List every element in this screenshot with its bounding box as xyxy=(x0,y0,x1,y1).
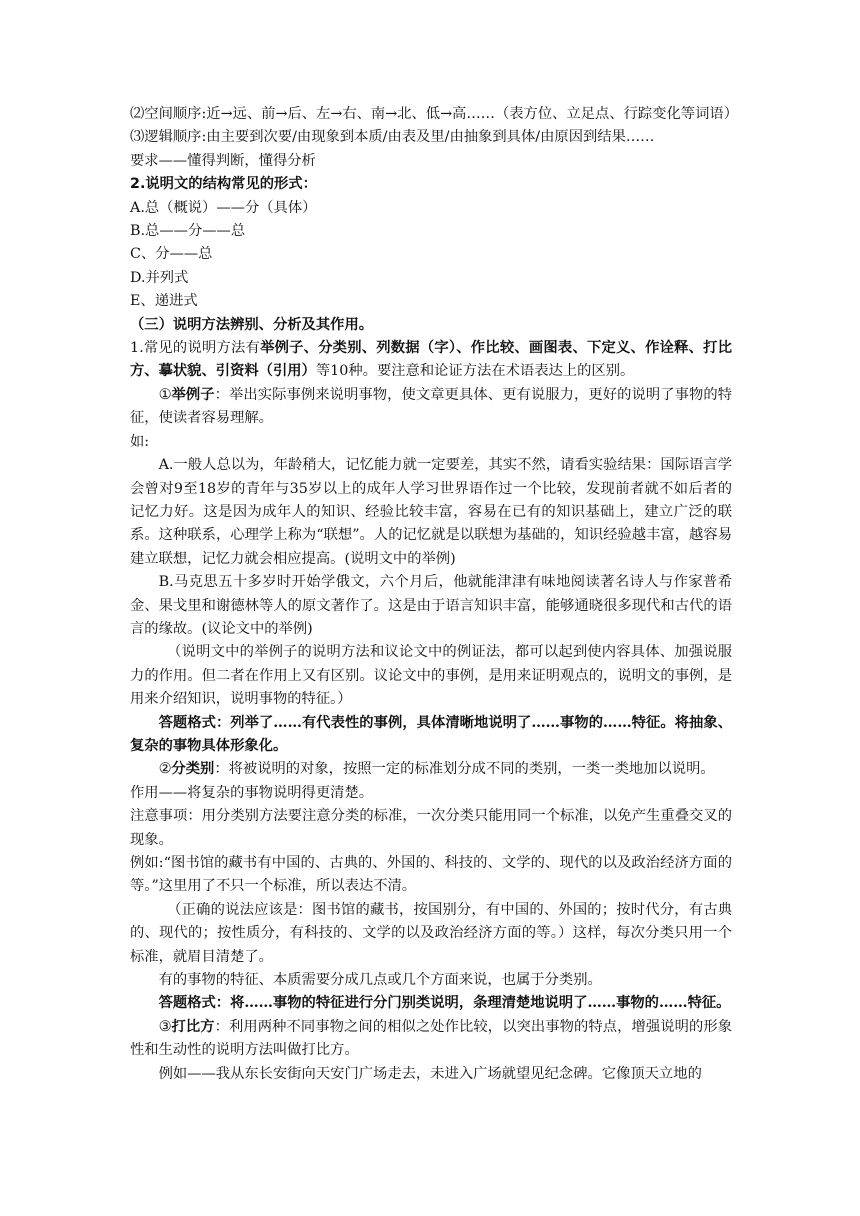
classification-correct-example: （正确的说法应该是：图书馆的藏书，按国别分，有中国的、外国的；按时代分，有古典的、现代的；按性质分，有科技的、文学的以及政治经济方面的等。）这样，每次分类只用一个标准，就眉目清楚了。 xyxy=(130,901,732,965)
method-term: 分类别 xyxy=(171,761,215,778)
item-number: ② xyxy=(158,761,172,778)
example-a-paragraph: A.一般人总以为，年龄稍大，记忆能力就一定要差，其实不然，请看实验结果：国际语言学会曾对9至18岁的青年与35岁以上的成年人学习世界语作过一个比较，发现前者就不如后者的记忆力好。这是因为成年人的知识、经验比较丰富，容易在已有的知识基础上，建立广泛的联系。这种联系，心理学上称为“联想”。人的记忆就是以联想为基础的，知识经验越丰富，越容易建立联想，记忆力就会相应提高。(说明文中的举例) xyxy=(130,457,732,567)
analogy-method-paragraph xyxy=(130,1016,732,1063)
example-method-paragraph xyxy=(130,384,732,431)
answer-format-classification: 答题格式：将……事物的特征进行分门别类说明，条理清楚地说明了……事物的……特征。 xyxy=(158,995,731,1012)
method-term: 打比方 xyxy=(171,1018,215,1035)
example-b-paragraph: B.马克思五十多岁时开始学俄文，六个月后，他就能津津有味地阅读著名诗人与作家普希金、果戈里和谢德林等人的原文著作了。这是由于语言知识丰富，能够通晓很多现代和古代的语言的缘故。(议论文中的举例) xyxy=(130,574,732,637)
analogy-example-paragraph: 例如——我从东长安街向天安门广场走去，未进入广场就望见纪念碑。它像顶天立地的 xyxy=(158,1065,702,1082)
method-description: ：将被说明的对象，按照一定的标准划分成不同的类别，一类一类地加以说明。 xyxy=(214,761,715,778)
classification-extra-note: 有的事物的特征、本质需要分成几点或几个方面来说，也属于分类别。 xyxy=(158,972,602,989)
structure-item-b: B.总——分——总 xyxy=(130,223,246,240)
structure-item-d: D.并列式 xyxy=(130,269,189,286)
comparison-note-paragraph: （说明文中的举例子的说明方法和议论文中的例证法，都可以起到使内容具体、加强说服力的作用。但二者在作用上又有区别。议论文中的事例，是用来证明观点的，说明文的事例，是用来介绍知识，说明事物的特征。） xyxy=(130,644,732,708)
method-description: ：利用两种不同事物之间的相似之处作比较，以突出事物的特点，增强说明的形象性和生动性的说明方法叫做打比方。 xyxy=(130,1018,733,1059)
method-term: 举例子 xyxy=(171,386,215,403)
classification-method-paragraph xyxy=(130,758,732,781)
spatial-order-line: ⑵空间顺序:近→远、前→后、左→右、南→北、低→高……（表方位、立足点、行踪变化等词语） xyxy=(130,106,738,122)
section-three-heading: （三）说明方法辨别、分析及其作用。 xyxy=(130,316,374,333)
example-label: 如: xyxy=(130,433,150,450)
method-description: ：举出实际事例来说明事物，使文章更具体、更有说服力，更好的说明了事物的特征，使读者容易理解。 xyxy=(130,386,733,427)
answer-format-example: 答题格式：列举了……有代表性的事例，具体清晰地说明了……事物的……特征。将抽象、复杂的事物具体形象化。 xyxy=(130,714,732,754)
structure-heading: 2.说明文的结构常见的形式： xyxy=(130,176,317,193)
requirement-line: 要求——懂得判断，懂得分析 xyxy=(130,152,316,169)
classification-bad-example: 例如:“图书馆的藏书有中国的、古典的、外国的、科技的、文学的、现代的以及政治经济方面的等。”这里用了不只一个标准，所以表达不清。 xyxy=(130,855,732,895)
logical-order-line: ⑶逻辑顺序:由主要到次要/由现象到本质/由表及里/由抽象到具体/由原因到结果…… xyxy=(130,129,655,146)
classification-notes: 注意事项：用分类别方法要注意分类的标准，一次分类只能用同一个标准，以免产生重叠交叉的现象。 xyxy=(130,808,732,848)
methods-intro-paragraph xyxy=(130,337,732,384)
structure-item-c: C、分——总 xyxy=(130,246,213,263)
methods-intro-tail: 等10种。要注意和论证方法在术语表达上的区别。 xyxy=(315,363,635,380)
methods-list: 举例子、分类别、列数据（字）、作比较、画图表、下定义、作诠释、打比方、摹状貌、引资料（引用） xyxy=(130,340,732,380)
structure-item-a: A.总（概说）——分（具体） xyxy=(130,199,317,216)
structure-item-e: E、递进式 xyxy=(130,293,198,310)
classification-function: 作用——将复杂的事物说明得更清楚。 xyxy=(130,784,374,801)
methods-intro-lead: 1.常见的说明方法有 xyxy=(130,340,261,357)
item-number: ③ xyxy=(158,1018,172,1035)
item-number: ① xyxy=(158,386,172,403)
